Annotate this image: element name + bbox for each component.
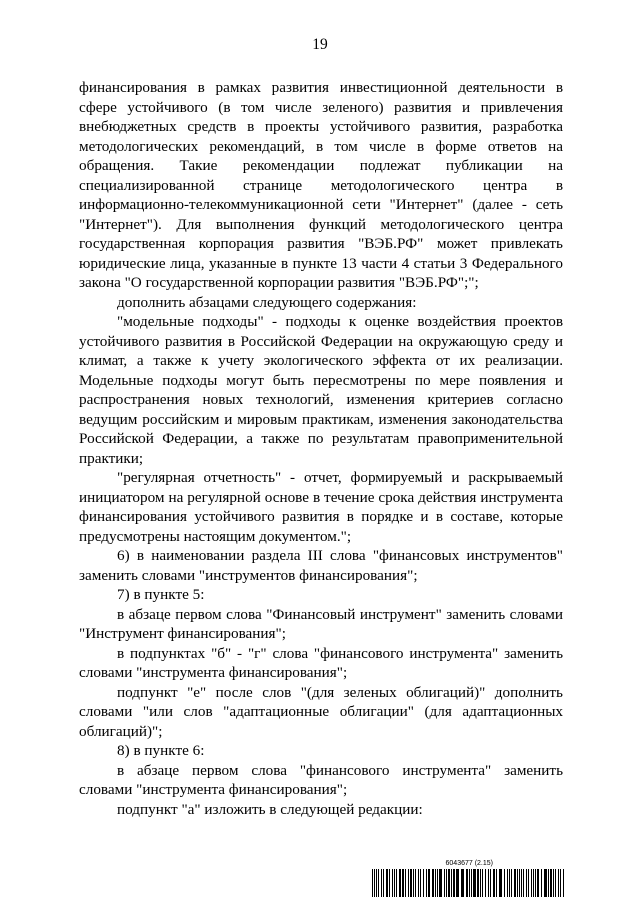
paragraph: "регулярная отчетность" - отчет, формируемый и раскрываемый инициатором на регулярной основе в течение срока действия инструмента финансирования устойчивого развития в порядке и в составе, которые предусмотрены настоящим документом."; xyxy=(79,469,563,545)
paragraph: в абзаце первом слова "финансового инструмента" заменить словами "инструмента финансирования"; xyxy=(79,761,563,798)
paragraph: 8) в пункте 6: xyxy=(117,742,205,759)
paragraph: в абзаце первом слова "Финансовый инструмент" заменить словами "Инструмент финансирования"; xyxy=(79,605,563,642)
paragraph: "модельные подходы" - подходы к оценке воздействия проектов устойчивого развития в Российской Федерации на окружающую среду и климат, а также к учету экологического эффекта от их реализации. Модельные подходы могут быть пересмотрены по мере появления и распространения новых технологий, изменения критериев согласно ведущим российским и мировым практикам, изменения законодательства Российской Федерации, а также по результатам правоприменительной практики; xyxy=(79,313,563,467)
paragraph: 7) в пункте 5: xyxy=(117,586,205,603)
barcode-icon xyxy=(372,869,565,897)
document-code: 6043677 (2.15) xyxy=(445,860,493,867)
paragraph: подпункт "е" после слов "(для зеленых облигаций)" дополнить словами "или слов "адаптационные облигации" (для адаптационных облигаций)"; xyxy=(79,683,563,740)
paragraph: в подпунктах "б" - "г" слова "финансового инструмента" заменить словами "инструмента финансирования"; xyxy=(79,644,563,681)
paragraph: подпункт "а" изложить в следующей редакции: xyxy=(117,800,423,818)
paragraph: дополнить абзацами следующего содержания: xyxy=(117,293,417,311)
paragraph: финансирования в рамках развития инвестиционной деятельности в сфере устойчивого (в том числе зеленого) развития и привлечения внебюджетных средств в проекты устойчивого развития, разработка методологических рекомендаций, в том числе в форме ответов на обращения. Такие рекомендации подлежат публикации на специализированной странице методологического центра в информационно-телекоммуникационной сети "Интернет" (далее - сеть "Интернет"). Для выполнения функций методологического центра государственная корпорация развития "ВЭБ.РФ" может привлекать юридические лица, указанные в пункте 13 части 4 статьи 3 Федерального закона "О государственной корпорации развития "ВЭБ.РФ";"; xyxy=(79,79,563,291)
document-body xyxy=(79,78,563,819)
paragraph: 6) в наименовании раздела III слова "финансовых инструментов" заменить словами "инструментов финансирования"; xyxy=(79,547,563,584)
document-footer xyxy=(372,860,565,897)
page-number: 19 xyxy=(312,36,328,53)
